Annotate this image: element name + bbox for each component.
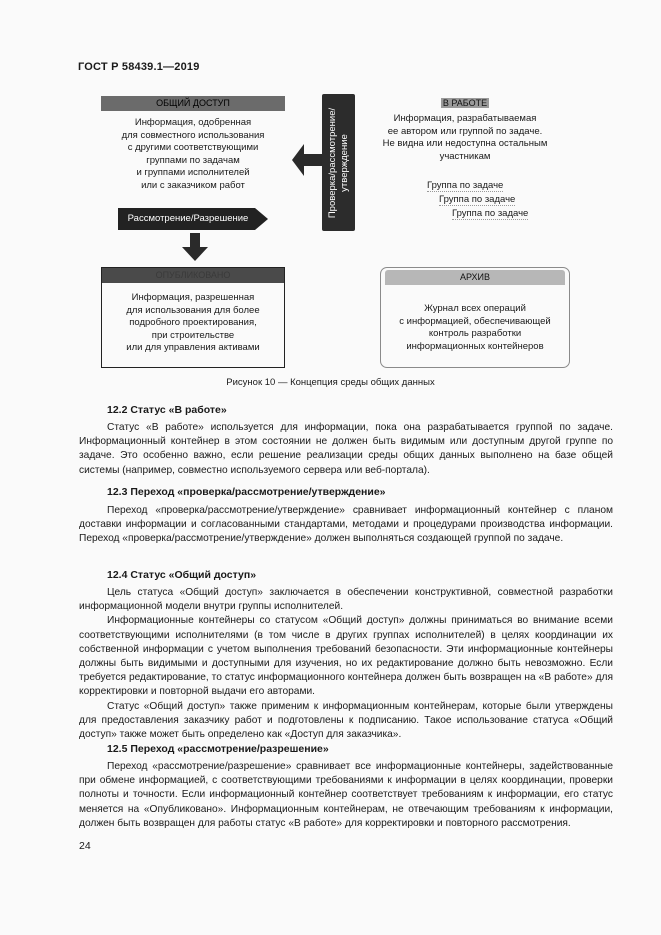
shared-status-title: ОБЩИЙ ДОСТУП	[101, 96, 285, 111]
paragraph: Переход «проверка/рассмотрение/утверждение» сравнивает информационный контейнер с планом доставки информации и согласованными стандартами, методами и процедурами производства информации. Переход «проверка/рассмотрение/утверждение» должен выполняться создающей группой по задаче.	[79, 505, 613, 545]
shared-status-box	[101, 96, 285, 192]
paragraph: Переход «рассмотрение/разрешение» сравнивает все информационные контейнеры, задействованные при обмене информацией, с соответствующими требованиями к информации в целях координации, проверки полноты и точности. Если информационный контейнер соответствует требованиям к информации, его статус меняется на «Опубликовано». Информационным контейнерам, не отвечающим требованиям к информации, должен быть возвращен для работы статус «В работе» для корректировки и повторного рассмотрения.	[79, 761, 613, 829]
task-group-3: Группа по задаче	[452, 208, 529, 219]
paragraph: Цель статуса «Общий доступ» заключается в обеспечении конструктивной, совместной разработки информационной модели внутри группы исполнителей.	[79, 587, 613, 613]
paragraph: Статус «Общий доступ» также применим к информационным контейнерам, которые были утверждены для предоставления заказчику работ и подготовлены к подписанию. Такое использование статуса «Общий доступ» также может быть определено как «Доступ для заказчика».	[79, 700, 613, 741]
published-line: при строительстве	[151, 329, 235, 341]
task-group-2: Группа по задаче	[439, 194, 516, 205]
archive-line: с информацией, обеспечивающей	[399, 315, 551, 327]
review-label: Рассмотрение/Разрешение	[127, 213, 249, 224]
section-heading-12-4: 12.4 Статус «Общий доступ»	[107, 569, 257, 581]
archive-line: контроль разработки	[428, 328, 522, 339]
section-heading-12-2: 12.2 Статус «В работе»	[107, 404, 227, 416]
published-line: Информация, разрешенная	[131, 292, 255, 303]
published-status-title: ОПУБЛИКОВАНО	[102, 268, 284, 283]
shared-line: группами по задачам	[146, 154, 240, 166]
archive-status-box	[380, 267, 570, 368]
wip-line: Не видна или недоступна остальным	[382, 138, 548, 149]
archive-line: информационных контейнеров	[406, 340, 544, 352]
task-group-1: Группа по задаче	[427, 180, 504, 191]
section-body-12-2	[79, 421, 613, 478]
published-line: или для управления активами	[126, 342, 260, 353]
shared-line: Информация, одобренная	[134, 117, 252, 128]
section-heading-12-3: 12.3 Переход «проверка/рассмотрение/утверждение»	[107, 486, 386, 498]
document-header: ГОСТ Р 58439.1—2019	[78, 61, 200, 73]
published-line: подробного проектирования,	[129, 317, 257, 328]
wip-line: ее автором или группой по задаче.	[387, 125, 543, 137]
shared-line: для совместного использования	[121, 129, 265, 141]
archive-status-title: АРХИВ	[385, 270, 565, 285]
shared-line: или с заказчиком работ	[141, 179, 245, 191]
published-status-box	[101, 267, 285, 368]
published-line: для использования для более	[126, 304, 260, 316]
section-body-12-5	[79, 760, 613, 831]
section-body-12-4	[79, 586, 613, 742]
figure-caption: Рисунок 10 — Концепция среды общих данных	[226, 377, 435, 388]
page-number: 24	[79, 840, 91, 852]
check-review-approve-transition	[322, 94, 355, 231]
down-arrow-icon	[180, 233, 210, 263]
section-heading-12-5: 12.5 Переход «рассмотрение/разрешение»	[107, 743, 329, 755]
section-body-12-3	[79, 504, 613, 547]
left-arrow-icon	[290, 140, 324, 180]
paragraph: Статус «В работе» используется для информации, пока она разрабатывается группой по задаче. Информационный контейнер в этом состоянии не должен быть видимым или доступным другой группе по задаче. Это особенно важно, если решение реализации среды общих данных выполнено на базе общей системы (например, совместно используемого сервера или веб-портала).	[79, 422, 613, 476]
wip-status-title: В РАБОТЕ	[442, 98, 488, 108]
wip-line: Информация, разрабатываемая	[393, 113, 537, 124]
shared-line: с другими соответствующими	[127, 142, 259, 153]
paragraph: Информационные контейнеры со статусом «Общий доступ» должны приниматься во внимание всеми соответствующими исполнителями (в том числе в других группах исполнителей) в целях координации их собственной информации с учетом выполнения требований безопасности. Эти информационные контейнеры должны быть видимыми и доступными для изучения, но их редактирование должно быть невозможно. Если требуется редактирование, то статус информационного контейнера должен быть возвращен на «В работе» для корректировки и повторной выдачи его авторами.	[79, 615, 613, 698]
vertical-label: Проверка/рассмотрение/утверждение	[326, 107, 350, 218]
wip-line: участникам	[439, 150, 491, 162]
shared-line: и группами исполнителей	[136, 167, 250, 178]
archive-line: Журнал всех операций	[424, 303, 526, 314]
